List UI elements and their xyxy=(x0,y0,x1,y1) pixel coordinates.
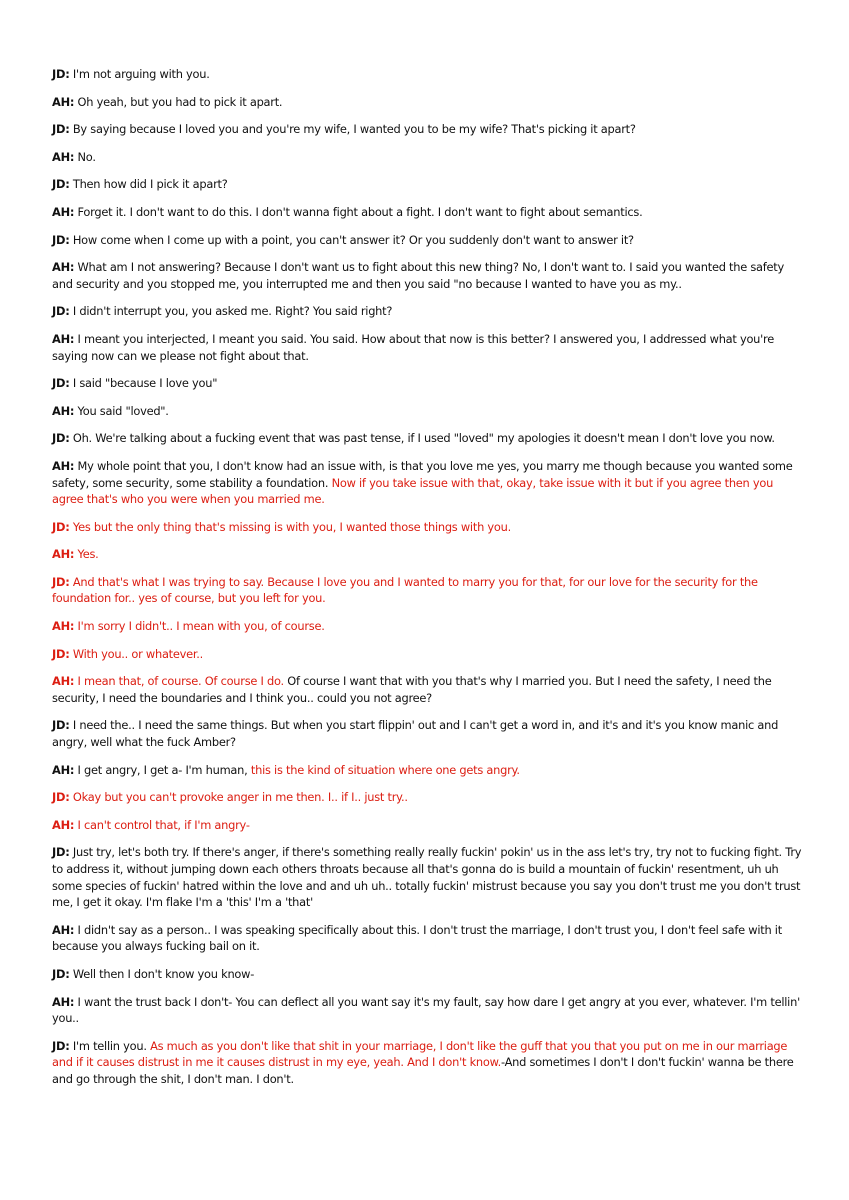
dialogue-text: How come when I come up with a point, you can't answer it? Or you suddenly don't want to answer it? xyxy=(69,232,634,247)
dialogue-text: I'm not arguing with you. xyxy=(69,67,210,81)
transcript-line xyxy=(52,176,804,193)
dialogue-text: I need the.. I need the same things. But when you start flippin' out and I can't get a word in, and it's and it's you know manic and angry, well what the fuck Amber? xyxy=(52,718,779,750)
transcript-line xyxy=(52,375,804,392)
transcript-line xyxy=(52,922,804,955)
transcript-line xyxy=(52,430,804,447)
transcript-line xyxy=(52,403,804,420)
highlighted-text: I'm sorry I didn't.. I mean with you, of course. xyxy=(74,619,325,634)
transcript-line xyxy=(52,519,804,536)
transcript-line xyxy=(52,717,804,750)
speaker-label: AH: xyxy=(52,547,75,562)
transcript-line xyxy=(52,817,804,834)
speaker-label: JD: xyxy=(52,67,70,81)
dialogue-text: No. xyxy=(74,149,96,164)
dialogue-text: What am I not answering? Because I don't want us to fight about this new thing? No, I don't want to. I said you wanted the safety and security and you stopped me, you interrupted me and then you said "no because I wanted to have you as my.. xyxy=(52,260,785,291)
transcript-line xyxy=(52,331,804,364)
speaker-label: AH: xyxy=(52,619,75,634)
speaker-label: AH: xyxy=(52,922,75,937)
transcript-line xyxy=(52,844,804,910)
dialogue-text: I want the trust back I don't- You can deflect all you want say it's my fault, say how dare I get angry at you ever, whatever. I'm tellin' you.. xyxy=(52,994,800,1026)
transcript-line xyxy=(52,673,804,706)
speaker-label: JD: xyxy=(52,1038,70,1053)
speaker-label: AH: xyxy=(52,94,75,109)
speaker-label: JD: xyxy=(52,790,70,805)
transcript-line xyxy=(52,1038,804,1088)
speaker-label: JD: xyxy=(52,232,70,247)
transcript-line xyxy=(52,458,804,508)
highlighted-text: Now if you take issue with that, okay, take issue with it but if you agree then you agree that's who you were when you married me. xyxy=(52,475,774,507)
dialogue-text: -And sometimes I don't I don't fuckin' wanna be there and go through the shit, I don't man. I don't. xyxy=(52,1055,794,1086)
speaker-label: JD: xyxy=(52,122,70,137)
dialogue-text: Just try, let's both try. If there's anger, if there's something really really fuckin' pokin' us in the ass let's try, try not to fucking fight. Try to address it, without jumping down each others throats because all that's gonna do is build a mountain of fuckin' resentment, uh uh some species of fuckin' hatred within the love and and uh uh.. totally fuckin' mistrust because you say you don't trust me you don't trust me, I get it okay. I'm flake I'm a 'this' I'm a 'that' xyxy=(52,845,802,910)
transcript-line xyxy=(52,618,804,635)
speaker-label: AH: xyxy=(52,674,75,689)
highlighted-text: Yes. xyxy=(74,547,99,562)
speaker-label: AH: xyxy=(52,762,75,777)
transcript-line xyxy=(52,789,804,806)
transcript-line xyxy=(52,762,804,779)
speaker-label: JD: xyxy=(52,376,70,391)
dialogue-text: You said "loved". xyxy=(74,403,169,418)
dialogue-text: Well then I don't know you know- xyxy=(69,966,255,981)
highlighted-text: I mean that, of course. Of course I do. xyxy=(74,674,284,689)
speaker-label: AH: xyxy=(52,403,75,418)
transcript-line xyxy=(52,966,804,983)
highlighted-text: With you.. or whatever.. xyxy=(69,646,204,661)
speaker-label: AH: xyxy=(52,458,75,473)
dialogue-text: I didn't say as a person.. I was speaking specifically about this. I don't trust the marriage, I don't trust you, I don't feel safe with it because you always fucking bail on it. xyxy=(52,922,782,954)
speaker-label: JD: xyxy=(52,574,70,589)
transcript-line xyxy=(52,204,804,221)
transcript-line xyxy=(52,259,804,292)
dialogue-text: Forget it. I don't want to do this. I don't wanna fight about a fight. I don't want to fight about semantics. xyxy=(74,204,643,219)
highlighted-text: And that's what I was trying to say. Because I love you and I wanted to marry you for that, for our love for the security for the foundation for.. yes of course, but you left for you. xyxy=(52,574,758,606)
speaker-label: JD: xyxy=(52,431,70,446)
speaker-label: JD: xyxy=(52,718,70,733)
dialogue-text: I meant you interjected, I meant you said. You said. How about that now is this better? I answered you, I addressed what you're saying now can we please not fight about that. xyxy=(52,331,774,363)
dialogue-text: I said "because I love you" xyxy=(69,376,218,391)
speaker-label: AH: xyxy=(52,817,75,832)
highlighted-text: As much as you don't like that shit in your marriage, I don't like the guff that you that you put on me in our marriage and if it causes distrust in me it causes distrust in my eye, yeah. And I don't know. xyxy=(52,1038,788,1070)
speaker-label: JD: xyxy=(52,519,70,534)
dialogue-text: By saying because I loved you and you're my wife, I wanted you to be my wife? That's picking it apart? xyxy=(69,122,636,137)
transcript-line xyxy=(52,121,804,138)
dialogue-text: I get angry, I get a- I'm human, xyxy=(74,762,251,777)
highlighted-text: this is the kind of situation where one gets angry. xyxy=(250,762,520,777)
speaker-label: AH: xyxy=(52,149,75,164)
transcript-line xyxy=(52,232,804,249)
dialogue-text: Oh. We're talking about a fucking event that was past tense, if I used "loved" my apologies it doesn't mean I don't love you now. xyxy=(69,431,775,446)
speaker-label: AH: xyxy=(52,204,75,219)
transcript-line xyxy=(52,303,804,320)
speaker-label: AH: xyxy=(52,994,75,1009)
highlighted-text: I can't control that, if I'm angry- xyxy=(74,817,250,832)
transcript-line xyxy=(52,66,804,83)
speaker-label: AH: xyxy=(52,331,75,346)
transcript-line xyxy=(52,574,804,607)
speaker-label: JD: xyxy=(52,304,70,319)
speaker-label: JD: xyxy=(52,646,70,661)
transcript-page xyxy=(52,66,804,1099)
transcript-line xyxy=(52,994,804,1027)
dialogue-text: Oh yeah, but you had to pick it apart. xyxy=(74,94,283,109)
speaker-label: JD: xyxy=(52,845,70,860)
speaker-label: JD: xyxy=(52,177,70,192)
transcript-line xyxy=(52,546,804,563)
dialogue-text: I didn't interrupt you, you asked me. Right? You said right? xyxy=(69,304,393,319)
transcript-line xyxy=(52,149,804,166)
dialogue-text: My whole point that you, I don't know had an issue with, is that you love me yes, you marry me though because you wanted some safety, some security, some stability a foundation. xyxy=(52,458,793,490)
transcript-line xyxy=(52,646,804,663)
speaker-label: AH: xyxy=(52,260,75,275)
dialogue-text: Of course I want that with you that's why I married you. But I need the safety, I need the security, I need the boundaries and I think you.. could you not agree? xyxy=(52,674,772,705)
transcript-line xyxy=(52,94,804,111)
speaker-label: JD: xyxy=(52,966,70,981)
dialogue-text: I'm tellin you. xyxy=(69,1038,151,1053)
highlighted-text: Yes but the only thing that's missing is with you, I wanted those things with you. xyxy=(69,519,511,534)
highlighted-text: Okay but you can't provoke anger in me then. I.. if I.. just try.. xyxy=(69,790,408,805)
dialogue-text: Then how did I pick it apart? xyxy=(69,177,228,192)
